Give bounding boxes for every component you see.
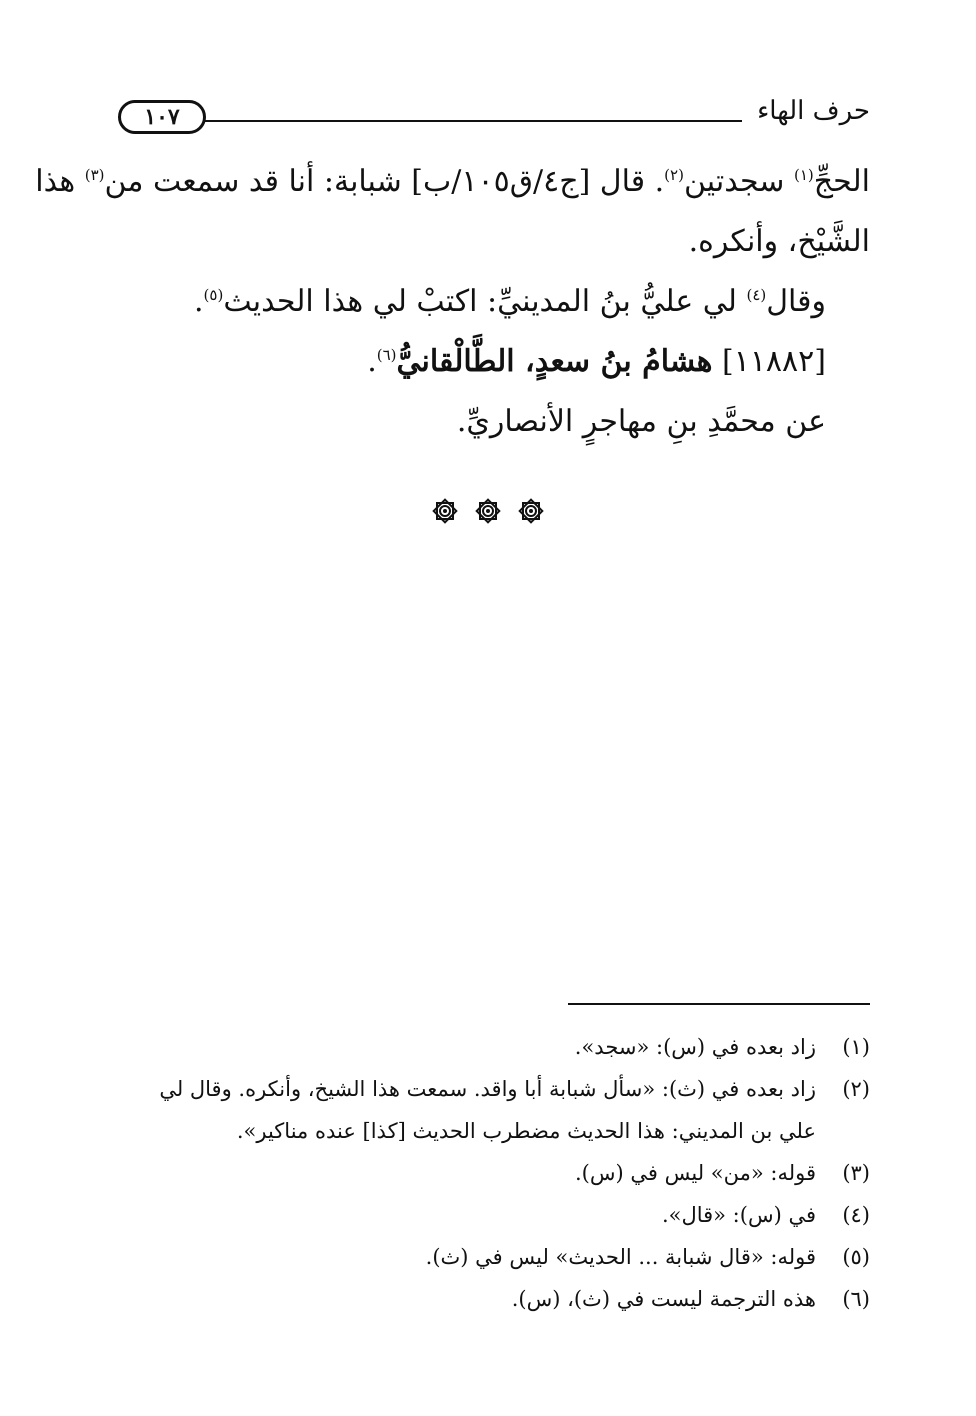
footnote-number: (١) [842, 1035, 870, 1059]
footnote-ref-3[interactable]: (٣) [84, 166, 105, 184]
footnote-ref-4[interactable]: (٤) [746, 286, 767, 304]
star-rosette-icon [430, 496, 460, 526]
footnote-text: هذه الترجمة ليست في (ث)، (س). [511, 1287, 816, 1311]
text-segment: هذا [35, 164, 76, 199]
footnote-text: زاد بعده في (س): «سجد». [574, 1035, 816, 1059]
text-segment: لي عليُّ بنُ المدينيِّ: اكتبْ لي هذا الحديث [223, 284, 737, 319]
footnote-number: (٦) [842, 1287, 870, 1311]
footnote-text: في (س): «قال». [661, 1203, 816, 1227]
text-segment: . [194, 284, 204, 319]
footnote-2 [120, 1068, 870, 1152]
header-title: حرف الهاء [757, 96, 870, 126]
footnote-3 [120, 1152, 870, 1194]
footnote-separator [568, 1003, 870, 1005]
star-rosette-icon [473, 496, 503, 526]
footnote-ref-5[interactable]: (٥) [203, 286, 224, 304]
footnotes [120, 1026, 870, 1320]
entry-heading: هشامُ بنُ سعدٍ، الطَّالْقانيُّ [396, 344, 713, 379]
page-number: ١٠٧ [144, 104, 180, 130]
footnote-ref-1[interactable]: (١) [794, 166, 814, 184]
footnote-text: قوله: «قال شبابة ... الحديث» ليس في (ث). [425, 1245, 816, 1269]
text-line-3 [118, 272, 870, 332]
footnote-6 [120, 1278, 870, 1320]
footnote-text: قوله: «من» ليس في (س). [575, 1161, 816, 1185]
text-segment: الحجِّ [813, 164, 870, 199]
footnote-number: (٤) [842, 1203, 870, 1227]
footnote-4 [120, 1194, 870, 1236]
text-line-5: عن محمَّدِ بنِ مهاجرٍ الأنصاريِّ. [456, 404, 826, 439]
header-rule [204, 120, 742, 122]
running-header [118, 96, 870, 140]
footnote-5 [120, 1236, 870, 1278]
text-segment: سجدتين [683, 164, 785, 199]
footnote-number: (٢) [842, 1077, 870, 1101]
entry-number: [١١٨٨٢] [721, 344, 826, 379]
footnote-number: (٣) [842, 1161, 870, 1185]
text-segment: . [367, 344, 377, 379]
text-segment: . قال [ج٤/ق١٠٥/ب] شبابة: أنا قد سمعت من [104, 164, 665, 199]
footnote-ref-6[interactable]: (٦) [376, 346, 397, 364]
page-number-badge [118, 100, 206, 134]
text-line-1 [35, 152, 870, 212]
star-rosette-icon [516, 496, 546, 526]
footnote-1 [120, 1026, 870, 1068]
text-line-4 [118, 332, 870, 392]
footnote-text: زاد بعده في (ث): «سأل شبابة أبا واقد. سمعت هذا الشيخ، وأنكره. وقال لي علي بن المديني: هذا الحديث مضطرب الحديث [كذا] عنده مناكير». [159, 1077, 816, 1143]
section-ornament [0, 496, 976, 526]
footnote-ref-2[interactable]: (٢) [664, 166, 684, 184]
main-text [35, 152, 870, 452]
footnote-number: (٥) [842, 1245, 870, 1269]
text-line-2: الشَّيْخ، وأنكره. [688, 224, 870, 259]
text-segment: وقال [766, 284, 826, 319]
